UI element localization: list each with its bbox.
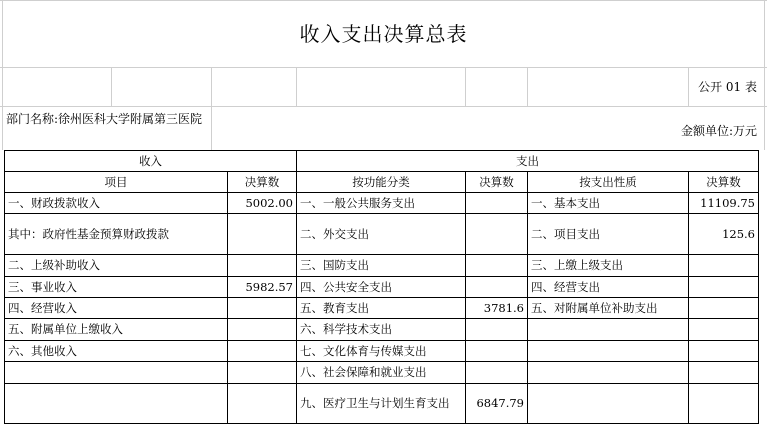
gridline — [296, 67, 297, 106]
function-item: 六、科学技术支出 — [297, 319, 466, 341]
income-amount — [228, 341, 297, 362]
income-amount — [228, 384, 297, 424]
gridline — [688, 67, 689, 106]
gridline — [465, 67, 466, 106]
income-item: 一、财政拨款收入 — [5, 193, 228, 214]
income-item: 四、经营收入 — [5, 298, 228, 319]
function-item: 一、一般公共服务支出 — [297, 193, 466, 214]
nature-item: 四、经营支出 — [528, 277, 689, 298]
table-row — [5, 193, 759, 214]
amount-header: 决算数 — [228, 172, 297, 193]
function-amount — [466, 193, 528, 214]
nature-amount: 11109.75 — [689, 193, 759, 214]
nature-item: 一、基本支出 — [528, 193, 689, 214]
gridline — [527, 67, 528, 106]
function-amount — [466, 277, 528, 298]
gridline — [0, 106, 767, 107]
nature-amount: 125.6 — [689, 214, 759, 255]
amount-header: 决算数 — [466, 172, 528, 193]
nature-amount — [689, 341, 759, 362]
income-item: 三、事业收入 — [5, 277, 228, 298]
form-number: 公开 01 表 — [698, 80, 757, 94]
table-row — [5, 255, 759, 277]
amount-unit: 金额单位:万元 — [680, 124, 757, 138]
nature-item — [528, 319, 689, 341]
amount-header: 决算数 — [689, 172, 759, 193]
function-amount — [466, 341, 528, 362]
function-item: 五、教育支出 — [297, 298, 466, 319]
function-item: 八、社会保障和就业支出 — [297, 362, 466, 384]
table-row — [5, 277, 759, 298]
function-amount: 3781.6 — [466, 298, 528, 319]
income-item: 二、上级补助收入 — [5, 255, 228, 277]
nature-item: 二、项目支出 — [528, 214, 689, 255]
income-item — [5, 362, 228, 384]
income-amount: 5002.00 — [228, 193, 297, 214]
nature-amount — [689, 384, 759, 424]
income-section-header: 收入 — [5, 151, 297, 172]
income-item: 其中：政府性基金预算财政拨款 — [5, 214, 228, 255]
nature-amount — [689, 319, 759, 341]
income-amount — [228, 255, 297, 277]
nature-amount — [689, 362, 759, 384]
nature-item: 五、对附属单位补助支出 — [528, 298, 689, 319]
column-header-row — [5, 172, 759, 193]
table-row — [5, 319, 759, 341]
table-row — [5, 214, 759, 255]
section-header-row — [5, 151, 759, 172]
nature-amount — [689, 298, 759, 319]
function-item: 七、文化体育与传媒支出 — [297, 341, 466, 362]
summary-table — [4, 150, 759, 424]
gridline — [211, 67, 212, 150]
income-amount — [228, 214, 297, 255]
expense-nature-header: 按支出性质 — [528, 172, 689, 193]
nature-amount — [689, 255, 759, 277]
function-item: 九、医疗卫生与计划生育支出 — [297, 384, 466, 424]
function-amount — [466, 319, 528, 341]
income-amount — [228, 319, 297, 341]
nature-item — [528, 384, 689, 424]
income-amount — [228, 362, 297, 384]
function-amount: 6847.79 — [466, 384, 528, 424]
table-row — [5, 384, 759, 424]
item-header: 项目 — [5, 172, 228, 193]
nature-item — [528, 341, 689, 362]
function-class-header: 按功能分类 — [297, 172, 466, 193]
income-amount — [228, 298, 297, 319]
function-item: 四、公共安全支出 — [297, 277, 466, 298]
expense-section-header: 支出 — [297, 151, 759, 172]
nature-item: 三、上缴上级支出 — [528, 255, 689, 277]
function-amount — [466, 362, 528, 384]
income-item: 五、附属单位上缴收入 — [5, 319, 228, 341]
table-row — [5, 362, 759, 384]
department-name: 部门名称:徐州医科大学附属第三医院 — [6, 112, 203, 126]
table-row — [5, 341, 759, 362]
gridline — [0, 0, 767, 1]
function-item: 二、外交支出 — [297, 214, 466, 255]
nature-amount — [689, 277, 759, 298]
gridline — [0, 67, 767, 68]
report-title: 收入支出决算总表 — [299, 22, 468, 46]
table-row — [5, 298, 759, 319]
income-item: 六、其他收入 — [5, 341, 228, 362]
nature-item — [528, 362, 689, 384]
gridline — [111, 67, 112, 106]
income-amount: 5982.57 — [228, 277, 297, 298]
function-item: 三、国防支出 — [297, 255, 466, 277]
function-amount — [466, 214, 528, 255]
function-amount — [466, 255, 528, 277]
income-item — [5, 384, 228, 424]
